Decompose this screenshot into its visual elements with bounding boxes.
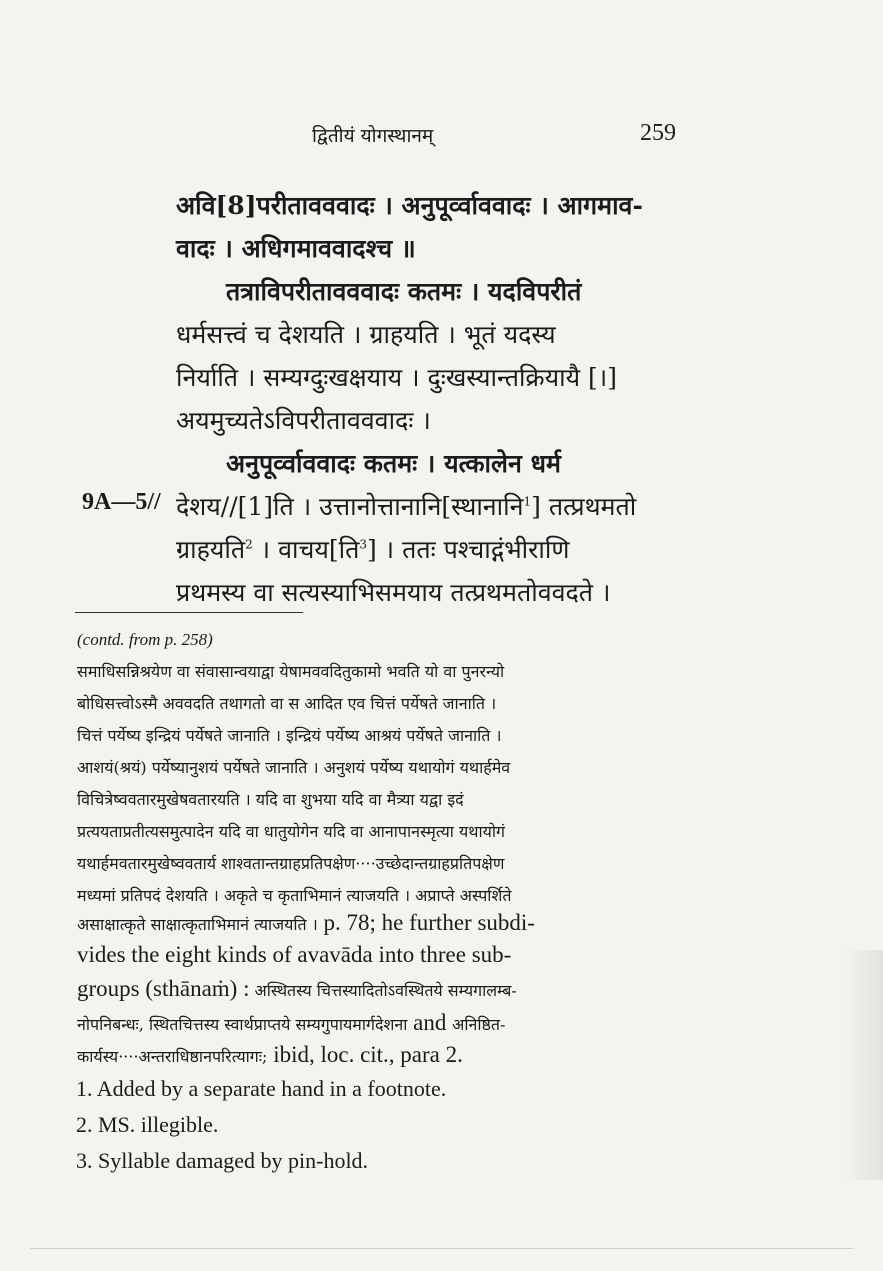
note-line-13-english: ibid, loc. cit., para 2. <box>267 1042 463 1067</box>
note-line-13 <box>77 1042 463 1068</box>
note-line-9-sanskrit: असाक्षात्कृते साक्षात्कृताभिमानं त्याजयति । <box>77 915 318 934</box>
footnote-3: 3. Syllable damaged by pin-hold. <box>76 1148 369 1173</box>
note-line-12-and: and <box>407 1010 453 1035</box>
page-number: 259 <box>640 120 676 146</box>
text-line-6: अयमुच्यतेऽविपरीतावववादः । <box>176 406 431 435</box>
footnote-1: 1. Added by a separate hand in a footnote. <box>76 1076 447 1101</box>
text-line-4: धर्मसत्त्वं च देशयति । ग्राहयति । भूतं यदस्य <box>176 320 556 349</box>
note-line-12-sanskrit-b: अनिष्ठित- <box>452 1015 506 1034</box>
note-line-11-english: groups (sthānaṁ) : <box>77 976 250 1001</box>
note-line-11-sanskrit: अस्थितस्य चित्तस्यादितोऽवस्थितये सम्यगालम्ब- <box>249 981 517 1000</box>
note-line-12-sanskrit: नोपनिबन्धः, स्थितचित्तस्य स्वार्थप्राप्तये सम्यगुपायमार्गदेशना <box>77 1015 408 1034</box>
page-edge-shadow <box>843 950 883 1180</box>
note-line-9 <box>77 910 535 936</box>
scan-bottom-edge <box>30 1248 853 1249</box>
note-line-13-sanskrit: कार्यस्य····अन्तराधिष्ठानपरित्यागः; <box>77 1047 268 1066</box>
text-line-9-a: ग्राहयति <box>176 535 246 564</box>
text-line-8-b: ] तत्प्रथमतो <box>531 492 637 521</box>
note-line-1: समाधिसन्निश्रयेण वा संवासान्वयाद्वा येषामववदितुकामो भवति यो वा पुनरन्यो <box>77 662 505 681</box>
heading-anupurva: अनुपूर्व्वाववादः कतमः । यत्कालेन धर्म <box>226 449 561 478</box>
text-line-9 <box>176 532 569 566</box>
text-line-3 <box>226 274 581 308</box>
heading-avipareeta: तत्राविपरीतावववादः कतमः । यदविपरीतं <box>226 277 582 306</box>
note-line-11 <box>77 976 517 1002</box>
running-header: द्वितीयं योगस्थानम् <box>312 125 434 147</box>
note-line-9-english: p. 78; he further subdi- <box>317 910 535 935</box>
footnote-ref-1: 1 <box>523 494 532 509</box>
text-line-8 <box>176 489 636 523</box>
text-line-7 <box>226 446 561 480</box>
text-line-8-a: देशय//[1]ति । उत्तानोत्तानानि[स्थानानि <box>176 492 524 521</box>
note-line-4: आशयं(श्रयं) पर्येष्यानुशयं पर्येषते जानाति । अनुशयं पर्येष्य यथायोगं यथार्हमेव <box>77 758 511 777</box>
footnote-ref-2: 2 <box>245 537 253 552</box>
note-line-7: यथार्हमवतारमुखेष्ववतार्य शाश्वतान्तग्राहप्रतिपक्षेण····उच्छेदान्तग्राहप्रतिपक्षेण <box>77 854 505 873</box>
continued-note-label: (contd. from p. 258) <box>77 630 213 649</box>
text-line-1: अवि[8]परीतावववादः । अनुपूर्व्वाववादः । आगमाव- <box>176 191 643 220</box>
footnote-separator <box>75 612 303 613</box>
text-line-2: वादः । अधिगमाववादश्च ॥ <box>176 234 416 263</box>
note-line-10: vides the eight kinds of avavāda into three sub- <box>77 942 512 967</box>
note-line-6: प्रत्ययताप्रतीत्यसमुत्पादेन यदि वा धातुयोगेन यदि वा आनापानस्मृत्या यथायोगं <box>77 822 506 841</box>
text-line-9-c: ] । ततः पश्चाद्गंभीराणि <box>366 535 570 564</box>
note-line-3: चित्तं पर्येष्य इन्द्रियं पर्येषते जानाति । इन्द्रियं पर्येष्य आश्रयं पर्येषते जानाति । <box>77 726 502 745</box>
note-line-2: बोधिसत्त्वोऽस्मै अववदति तथागतो वा स आदित एव चित्तं पर्येषते जानाति । <box>77 694 497 713</box>
text-line-10: प्रथमस्य वा सत्यस्याभिसमयाय तत्प्रथमतोववदते । <box>176 578 611 607</box>
text-line-5: निर्याति । सम्यग्दुःखक्षयाय । दुःखस्यान्तक्रियायै [।] <box>176 363 618 392</box>
footnote-ref-3: 3 <box>359 537 367 552</box>
note-line-5: विचित्रेष्ववतारमुखेषवतारयति । यदि वा शुभया यदि वा मैत्र्या यद्वा इदं <box>77 790 464 809</box>
text-line-9-b: । वाचय[ति <box>252 535 360 564</box>
manuscript-folio-ref: 9A—5// <box>82 489 161 515</box>
note-line-8: मध्यमां प्रतिपदं देशयति । अकृते च कृताभिमानं त्याजयति । अप्राप्ते अस्पर्शिते <box>77 886 512 905</box>
footnote-2: 2. MS. illegible. <box>76 1112 219 1137</box>
note-line-12 <box>77 1010 505 1036</box>
